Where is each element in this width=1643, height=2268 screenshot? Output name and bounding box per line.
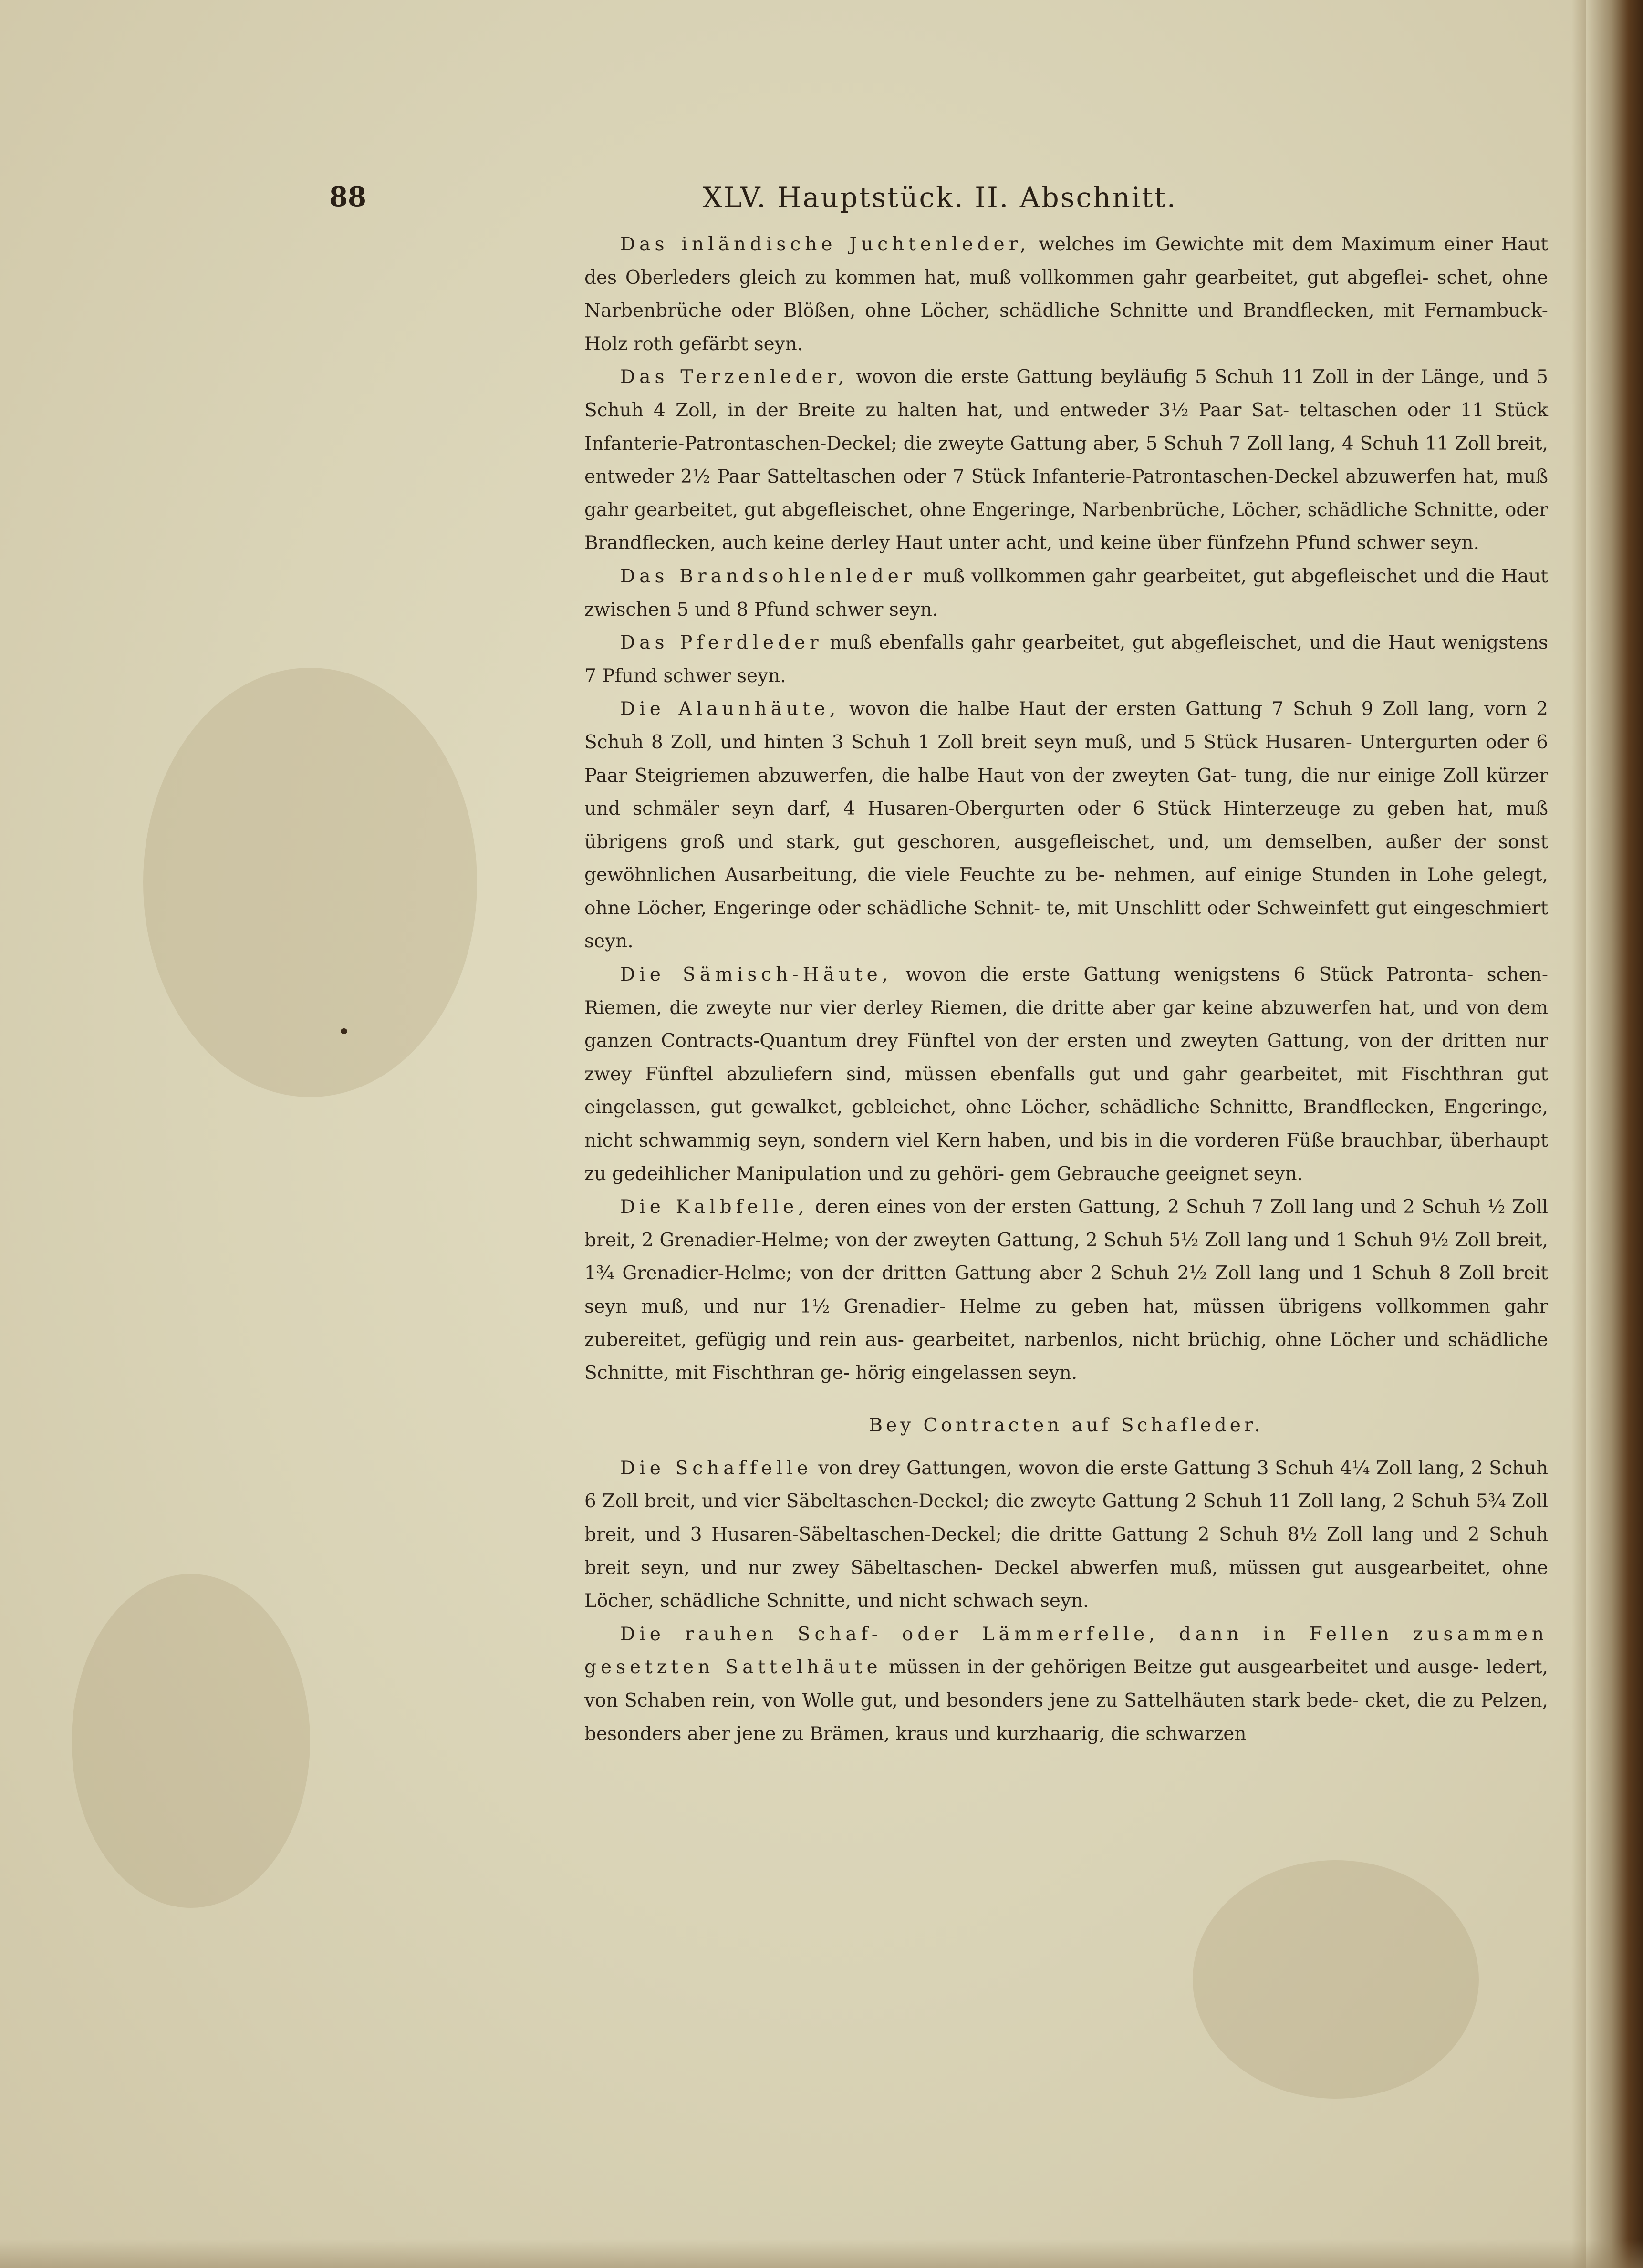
section-title: Bey Contracten auf Schafleder. — [869, 1414, 1264, 1436]
paper-stain — [143, 668, 477, 1097]
paragraph-schaffelle — [584, 1452, 1548, 1618]
term: Das Brandsohlenleder — [620, 565, 916, 587]
paragraph-juchtenleder — [584, 228, 1548, 361]
ink-speck — [341, 1028, 347, 1034]
paragraph-text: wovon die halbe Haut der ersten Gattung 7 Schuh 9 Zoll lang, vorn 2 Schuh 8 Zoll, und hinten 3 Schuh 1 Zoll breit seyn muß, und 5 Stück Husaren- Untergurten oder 6 Paar Steigriemen abzuwerfen, die halbe Haut von der zweyten Gat- tung, die nur einige Zoll kürzer und schmäler seyn darf, 4 Husaren-Obergurten oder 6 Stück Hinterzeuge zu geben hat, muß übrigens groß und stark, gut geschoren, ausgefleischet, und, um demselben, außer der sonst gewöhnlichen Ausarbeitung, die viele Feuchte zu be- nehmen, auf einige Stunden in Lohe gelegt, ohne Löcher, Engeringe oder schädliche Schnit- te, mit Unschlitt oder Schweinfett gut eingeschmiert seyn. — [584, 698, 1548, 953]
paper-stain — [1193, 1860, 1479, 2099]
paragraph-brandsohlenleder — [584, 560, 1548, 626]
paragraph-pferdleder — [584, 626, 1548, 693]
term: Die Alaunhäute, — [620, 698, 840, 720]
running-head: XLV. Hauptstück. II. Abschnitt. — [702, 181, 1177, 214]
term: Die Sämisch-Häute, — [620, 964, 893, 986]
page-header — [329, 176, 1550, 229]
paragraph-text: wovon die erste Gattung wenigstens 6 Stück Patronta- schen-Riemen, die zweyte nur vier derley Riemen, die dritte aber gar keine abzuwerfen hat, und von dem ganzen Contracts-Quantum drey Fünftel von der ersten und zweyten Gattung, von der dritten nur zwey Fünftel abzuliefern sind, müssen ebenfalls gut und gahr gearbeitet, mit Fischthran gut eingelassen, gut gewalket, gebleichet, ohne Löcher, schädliche Schnitte, Brandflecken, Engeringe, nicht schwammig seyn, sondern viel Kern haben, und bis in die vorderen Füße brauchbar, überhaupt zu gedeihlicher Manipulation und zu gehöri- gem Gebrauche geeignet seyn. — [584, 964, 1548, 1185]
paragraph-text: deren eines von der ersten Gattung, 2 Schuh 7 Zoll lang und 2 Schuh ½ Zoll breit, 2 Grenadier-Helme; von der zweyten Gattung, 2 Schuh 5½ Zoll lang und 1 Schuh 9½ Zoll breit, 1¾ Grenadier-Helme; von der dritten Gattung aber 2 Schuh 2½ Zoll lang und 1 Schuh 8 Zoll breit seyn muß, und nur 1½ Grenadier- Helme zu geben hat, müssen übrigens vollkommen gahr zubereitet, gefügig und rein aus- gearbeitet, narbenlos, nicht brüchig, ohne Löcher und schädliche Schnitte, mit Fischthran ge- hörig eingelassen seyn. — [584, 1196, 1549, 1384]
paragraph-saemisch-haeute — [584, 958, 1548, 1191]
paragraph-text: muß vollkommen gahr gearbeitet, gut abgefleischet und die Haut zwischen 5 und 8 Pfund schwer seyn. — [584, 565, 1549, 621]
paragraph-terzenleder — [584, 361, 1548, 560]
term: Das Terzenleder, — [620, 366, 849, 388]
paragraph-text: muß ebenfalls gahr gearbeitet, gut abgefleischet, und die Haut wenigstens 7 Pfund schwer seyn. — [584, 632, 1548, 687]
book-binding — [1586, 0, 1643, 2268]
paragraph-rauhe-felle — [584, 1618, 1548, 1750]
term: Die Schaffelle — [620, 1457, 812, 1479]
paragraph-text: müssen in der gehörigen Beitze gut ausgearbeitet und ausge- ledert, von Schaben rein, von Wolle gut, und besonders jene zu Sattelhäuten stark bede- cket, die zu Pelzen, besonders aber jene zu Brämen, kraus und kurzhaarig, die schwarzen — [584, 1657, 1548, 1745]
term: Die Kalbfelle, — [620, 1196, 809, 1218]
term: Das Pferdleder — [620, 632, 823, 654]
body-text — [584, 228, 1548, 1750]
page-number: 88 — [329, 181, 366, 213]
bottom-shade — [0, 2239, 1643, 2268]
paragraph-text: von drey Gattungen, wovon die erste Gattung 3 Schuh 4¼ Zoll lang, 2 Schuh 6 Zoll breit, und vier Säbeltaschen-Deckel; die zweyte Gattung 2 Schuh 11 Zoll lang, 2 Schuh 5¾ Zoll breit, und 3 Husaren-Säbeltaschen-Deckel; die dritte Gattung 2 Schuh 8½ Zoll lang und 2 Schuh breit seyn, und nur zwey Säbeltaschen- Deckel abwerfen muß, müssen gut ausgearbeitet, ohne Löcher, schädliche Schnitte, und nicht schwach seyn. — [584, 1457, 1548, 1612]
paper-stain — [72, 1574, 310, 1908]
term: Das inländische Juchtenleder, — [620, 234, 1030, 255]
paragraph-kalbfelle — [584, 1191, 1548, 1390]
paragraph-text: welches im Gewichte mit dem Maximum einer Haut des Oberleders gleich zu kommen hat, muß vollkommen gahr gearbeitet, gut abgeflei- schet, ohne Narbenbrüche oder Blößen, ohne Löcher, schädliche Schnitte und Brandflecken, mit Fernambuck-Holz roth gefärbt seyn. — [584, 234, 1548, 355]
gutter-edge — [1571, 0, 1586, 2268]
paragraph-text: wovon die erste Gattung beyläufig 5 Schuh 11 Zoll in der Länge, und 5 Schuh 4 Zoll, in der Breite zu halten hat, und entweder 3½ Paar Sat- teltaschen oder 11 Stück Infanterie-Patrontaschen-Deckel; die zweyte Gattung aber, 5 Schuh 7 Zoll lang, 4 Schuh 11 Zoll breit, entweder 2½ Paar Satteltaschen oder 7 Stück Infanterie-Patrontaschen-Deckel abzuwerfen hat, muß gahr gearbeitet, gut abgefleischet, ohne Engeringe, Narbenbrüche, Löcher, schädliche Schnitte, oder Brandflecken, auch keine derley Haut unter acht, und keine über fünfzehn Pfund schwer seyn. — [584, 366, 1548, 554]
paragraph-alaunhaeute — [584, 693, 1548, 958]
term: Die rauhen Schaf- oder Lämmerfelle, dann in Fellen zusammen gesetzten Sattelhäute — [584, 1623, 1548, 1678]
